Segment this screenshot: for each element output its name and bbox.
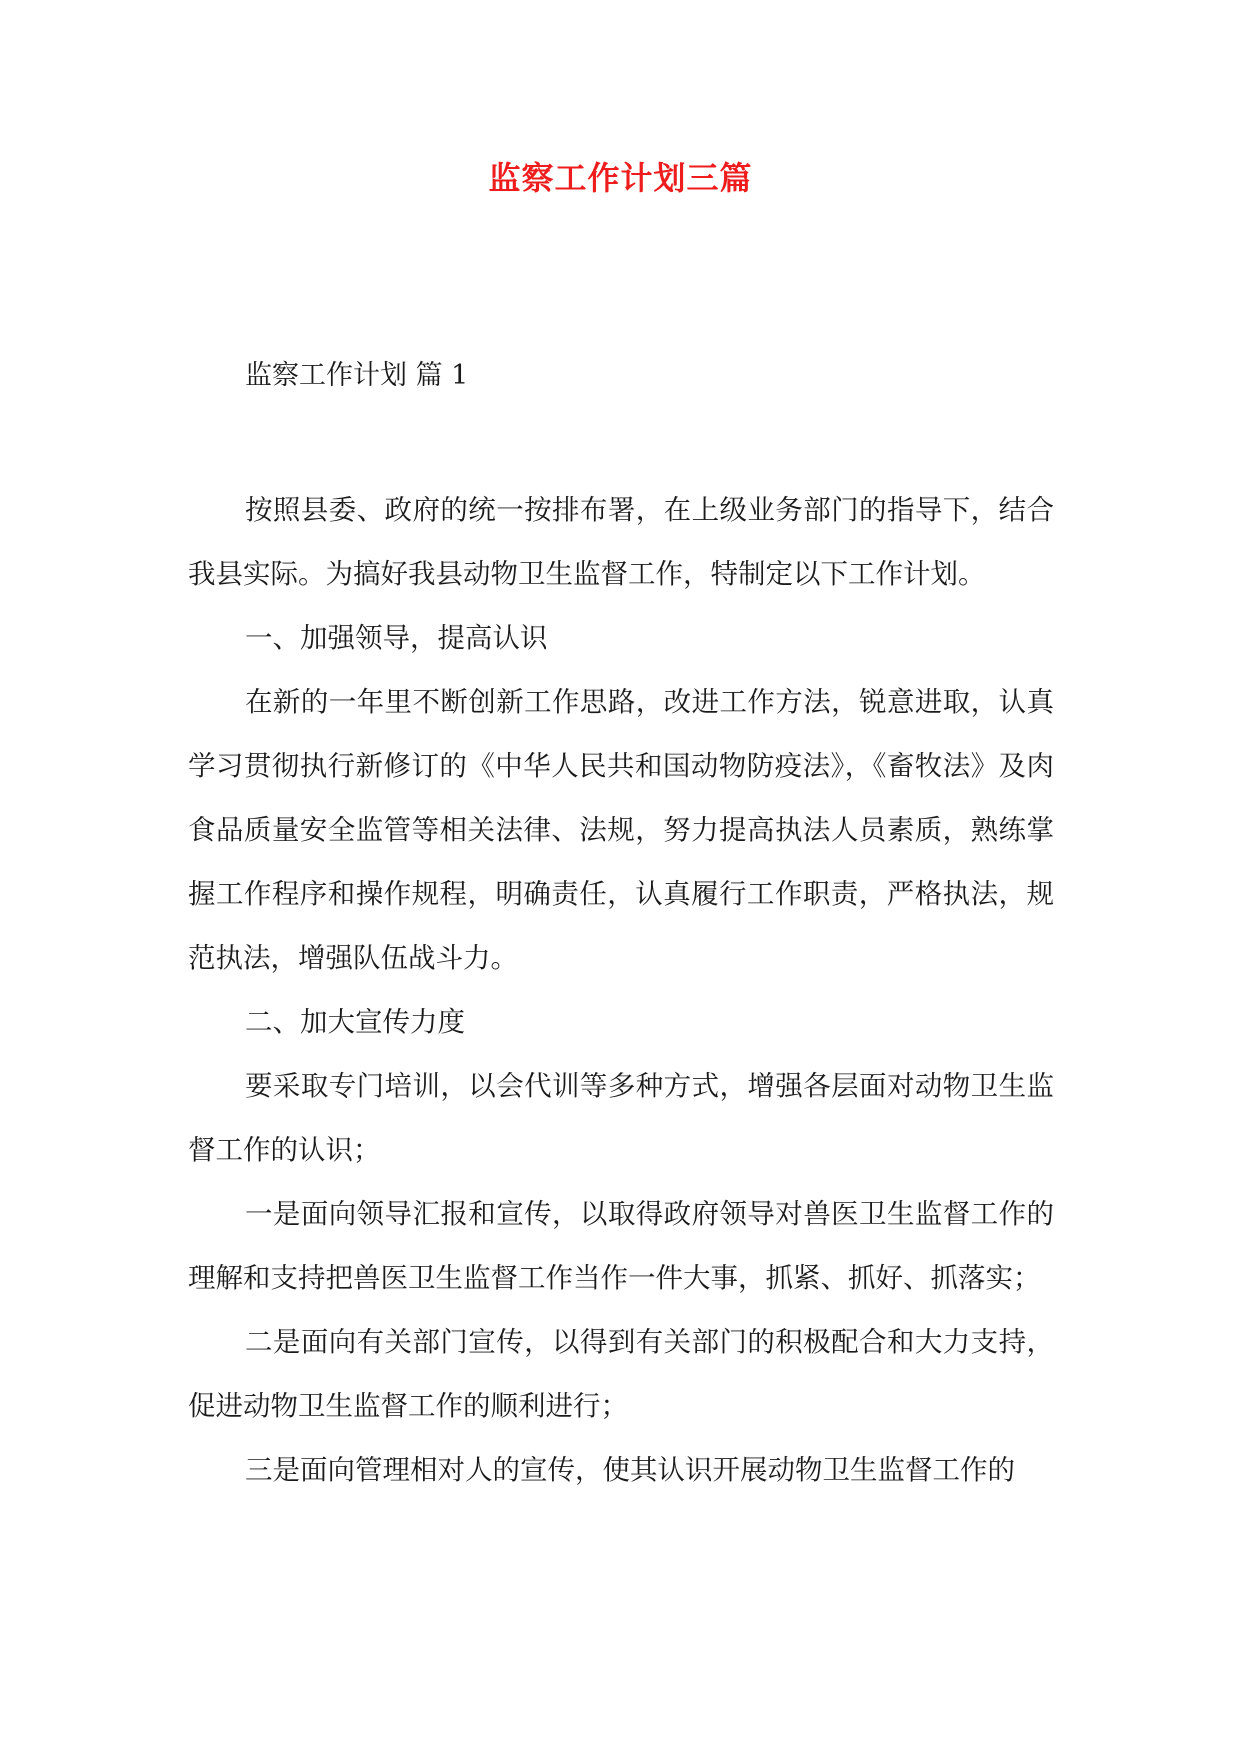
paragraph-item-3: 三是面向管理相对人的宣传，使其认识开展动物卫生监督工作的 (245, 1454, 1015, 1486)
paragraph-item-2: 二是面向有关部门宣传，以得到有关部门的积极配合和大力支持，促进动物卫生监督工作的顺利进行； (188, 1326, 1054, 1422)
paragraph-item-1: 一是面向领导汇报和宣传，以取得政府领导对兽医卫生监督工作的理解和支持把兽医卫生监督工作当作一件大事，抓紧、抓好、抓落实； (188, 1198, 1054, 1294)
document-title: 监察工作计划三篇 (488, 159, 753, 197)
paragraph-leadership: 在新的一年里不断创新工作思路，改进工作方法，锐意进取，认真学习贯彻执行新修订的《中华人民共和国动物防疫法》，《畜牧法》及肉食品质量安全监管等相关法律、法规，努力提高执法人员素质，熟练掌握工作程序和操作规程，明确责任，认真履行工作职责，严格执法，规范执法，增强队伍战斗力。 (188, 686, 1054, 974)
paragraph-training: 要采取专门培训，以会代训等多种方式，增强各层面对动物卫生监督工作的认识； (188, 1070, 1054, 1166)
paragraph-heading-1: 一、加强领导，提高认识 (245, 622, 548, 654)
document-body (188, 478, 1054, 1502)
section-heading: 监察工作计划 篇 1 (245, 360, 469, 391)
paragraph-intro: 按照县委、政府的统一按排布署，在上级业务部门的指导下，结合我县实际。为搞好我县动物卫生监督工作，特制定以下工作计划。 (188, 494, 1054, 590)
paragraph-heading-2: 二、加大宣传力度 (245, 1006, 465, 1038)
